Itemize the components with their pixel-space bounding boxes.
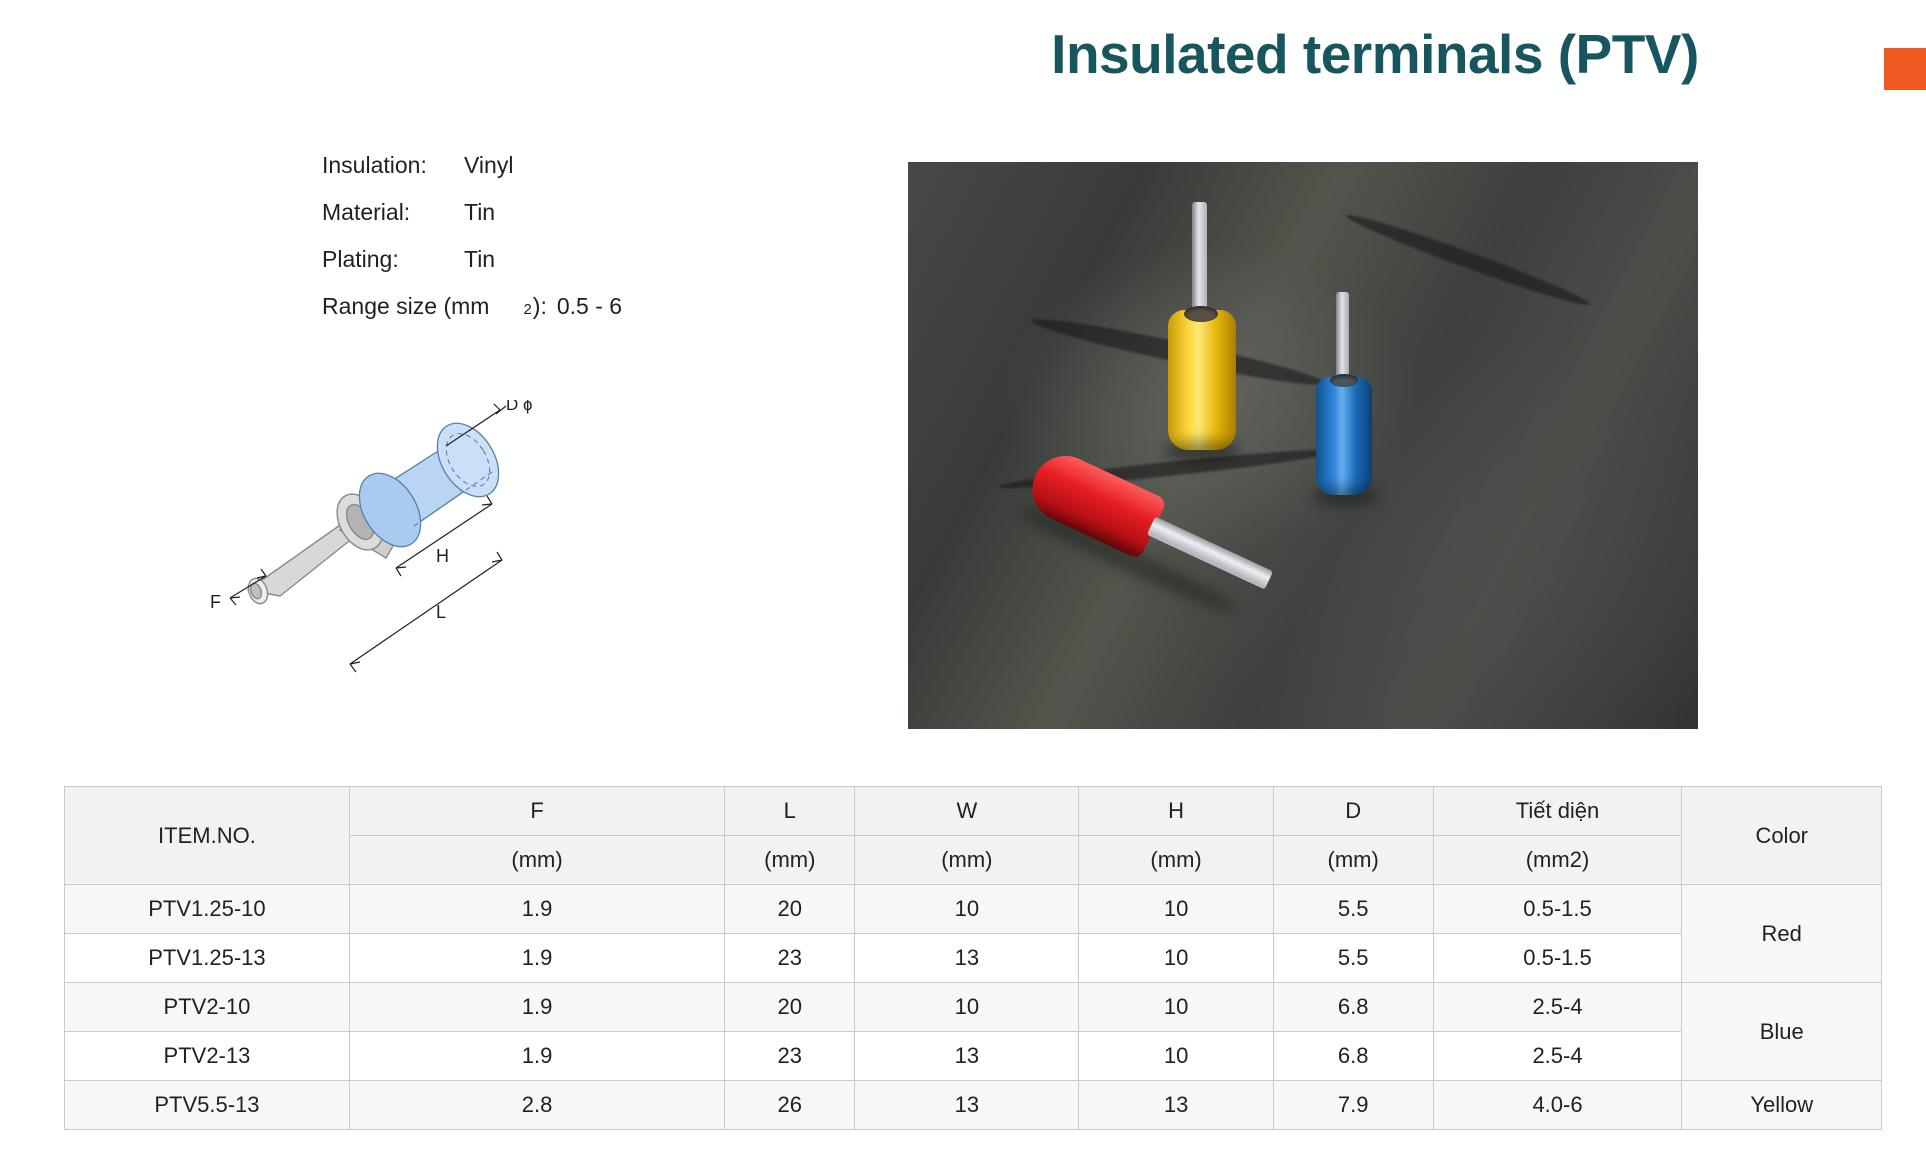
accent-square-decoration: [1884, 48, 1926, 90]
technical-drawing: [200, 400, 720, 750]
spec-value-plating: Tin: [464, 246, 496, 272]
terminal-diagram-svg: [200, 400, 720, 750]
terminal-blue-sleeve: [1316, 377, 1372, 495]
header-f-unit: (mm): [349, 836, 724, 885]
cell-l: 20: [725, 885, 855, 934]
cell-w: 13: [855, 1081, 1079, 1130]
cell-item-no: PTV1.25-13: [65, 934, 350, 983]
cell-l: 26: [725, 1081, 855, 1130]
cell-item-no: PTV2-13: [65, 1032, 350, 1081]
cell-d: 7.9: [1273, 1081, 1433, 1130]
terminal-blue-opening: [1330, 374, 1358, 387]
cell-item-no: PTV1.25-10: [65, 885, 350, 934]
cell-tiet-dien: 2.5-4: [1433, 1032, 1682, 1081]
spec-range-suffix: ):: [532, 293, 547, 319]
cell-w: 10: [855, 983, 1079, 1032]
spec-label-material: Material:: [322, 199, 411, 225]
cell-f: 1.9: [349, 934, 724, 983]
header-w-unit: (mm): [855, 836, 1079, 885]
spec-label-plating: Plating:: [322, 246, 399, 272]
cell-color-blue: Blue: [1682, 983, 1882, 1081]
table-body: [65, 885, 1882, 1130]
cell-item-no: PTV2-10: [65, 983, 350, 1032]
cell-w: 13: [855, 934, 1079, 983]
table-row: [65, 1032, 1882, 1081]
table-header: [65, 787, 1882, 885]
terminal-blue: [1308, 292, 1388, 532]
specification-table: [64, 786, 1882, 1130]
table-row: [65, 983, 1882, 1032]
spec-value-material: Tin: [464, 199, 496, 225]
cell-l: 20: [725, 983, 855, 1032]
spec-row-material: [322, 199, 622, 226]
header-tiet-dien-unit: (mm2): [1433, 836, 1682, 885]
header-l: L: [725, 787, 855, 836]
specification-table-wrapper: [64, 786, 1882, 1130]
header-d-unit: (mm): [1273, 836, 1433, 885]
cell-color-red: Red: [1682, 885, 1882, 983]
cell-d: 6.8: [1273, 983, 1433, 1032]
header-f: F: [349, 787, 724, 836]
spec-row-plating: [322, 246, 622, 273]
table-header-row-1: [65, 787, 1882, 836]
spec-value-range-size: 0.5 - 6: [556, 293, 623, 319]
spec-label-range-size: Range size (mm: [322, 293, 490, 319]
cell-h: 10: [1079, 983, 1273, 1032]
cell-item-no: PTV5.5-13: [65, 1081, 350, 1130]
header-l-unit: (mm): [725, 836, 855, 885]
cell-d: 6.8: [1273, 1032, 1433, 1081]
cell-h: 10: [1079, 885, 1273, 934]
cell-d: 5.5: [1273, 934, 1433, 983]
table-row: [65, 1081, 1882, 1130]
spec-row-range-size: [322, 293, 622, 320]
cell-l: 23: [725, 934, 855, 983]
spec-value-insulation: Vinyl: [464, 152, 514, 178]
spec-row-insulation: [322, 152, 622, 179]
header-item-no: ITEM.NO.: [65, 787, 350, 885]
table-row: [65, 934, 1882, 983]
cell-w: 13: [855, 1032, 1079, 1081]
cell-h: 10: [1079, 1032, 1273, 1081]
page-title: Insulated terminals (PTV): [1051, 23, 1699, 85]
cell-f: 1.9: [349, 885, 724, 934]
dimension-label-h: H: [436, 546, 449, 566]
header-tiet-dien: Tiết diện: [1433, 787, 1682, 836]
dimension-label-f: F: [210, 592, 221, 612]
header-color: Color: [1682, 787, 1882, 885]
cell-tiet-dien: 4.0-6: [1433, 1081, 1682, 1130]
dimension-label-l: L: [436, 602, 447, 622]
header-h-unit: (mm): [1079, 836, 1273, 885]
terminal-blue-shadow: [1312, 486, 1378, 506]
terminal-yellow-shadow: [1164, 440, 1240, 462]
specification-list: [322, 152, 622, 340]
terminal-yellow: [1158, 202, 1248, 472]
cell-d: 5.5: [1273, 885, 1433, 934]
cell-color-yellow: Yellow: [1682, 1081, 1882, 1130]
cell-h: 10: [1079, 934, 1273, 983]
cell-h: 13: [1079, 1081, 1273, 1130]
cell-tiet-dien: 0.5-1.5: [1433, 934, 1682, 983]
cell-f: 2.8: [349, 1081, 724, 1130]
cell-tiet-dien: 2.5-4: [1433, 983, 1682, 1032]
header-d: D: [1273, 787, 1433, 836]
dimension-label-d: D ɸ: [506, 400, 533, 414]
cell-tiet-dien: 0.5-1.5: [1433, 885, 1682, 934]
header-h: H: [1079, 787, 1273, 836]
terminal-yellow-sleeve: [1168, 310, 1236, 450]
cell-w: 10: [855, 885, 1079, 934]
cell-l: 23: [725, 1032, 855, 1081]
spec-label-insulation: Insulation:: [322, 152, 427, 178]
cell-f: 1.9: [349, 1032, 724, 1081]
spec-superscript-squared: 2: [523, 301, 532, 318]
terminal-yellow-opening: [1184, 306, 1218, 322]
cell-f: 1.9: [349, 983, 724, 1032]
table-row: [65, 885, 1882, 934]
header-w: W: [855, 787, 1079, 836]
product-photo: [908, 162, 1698, 729]
